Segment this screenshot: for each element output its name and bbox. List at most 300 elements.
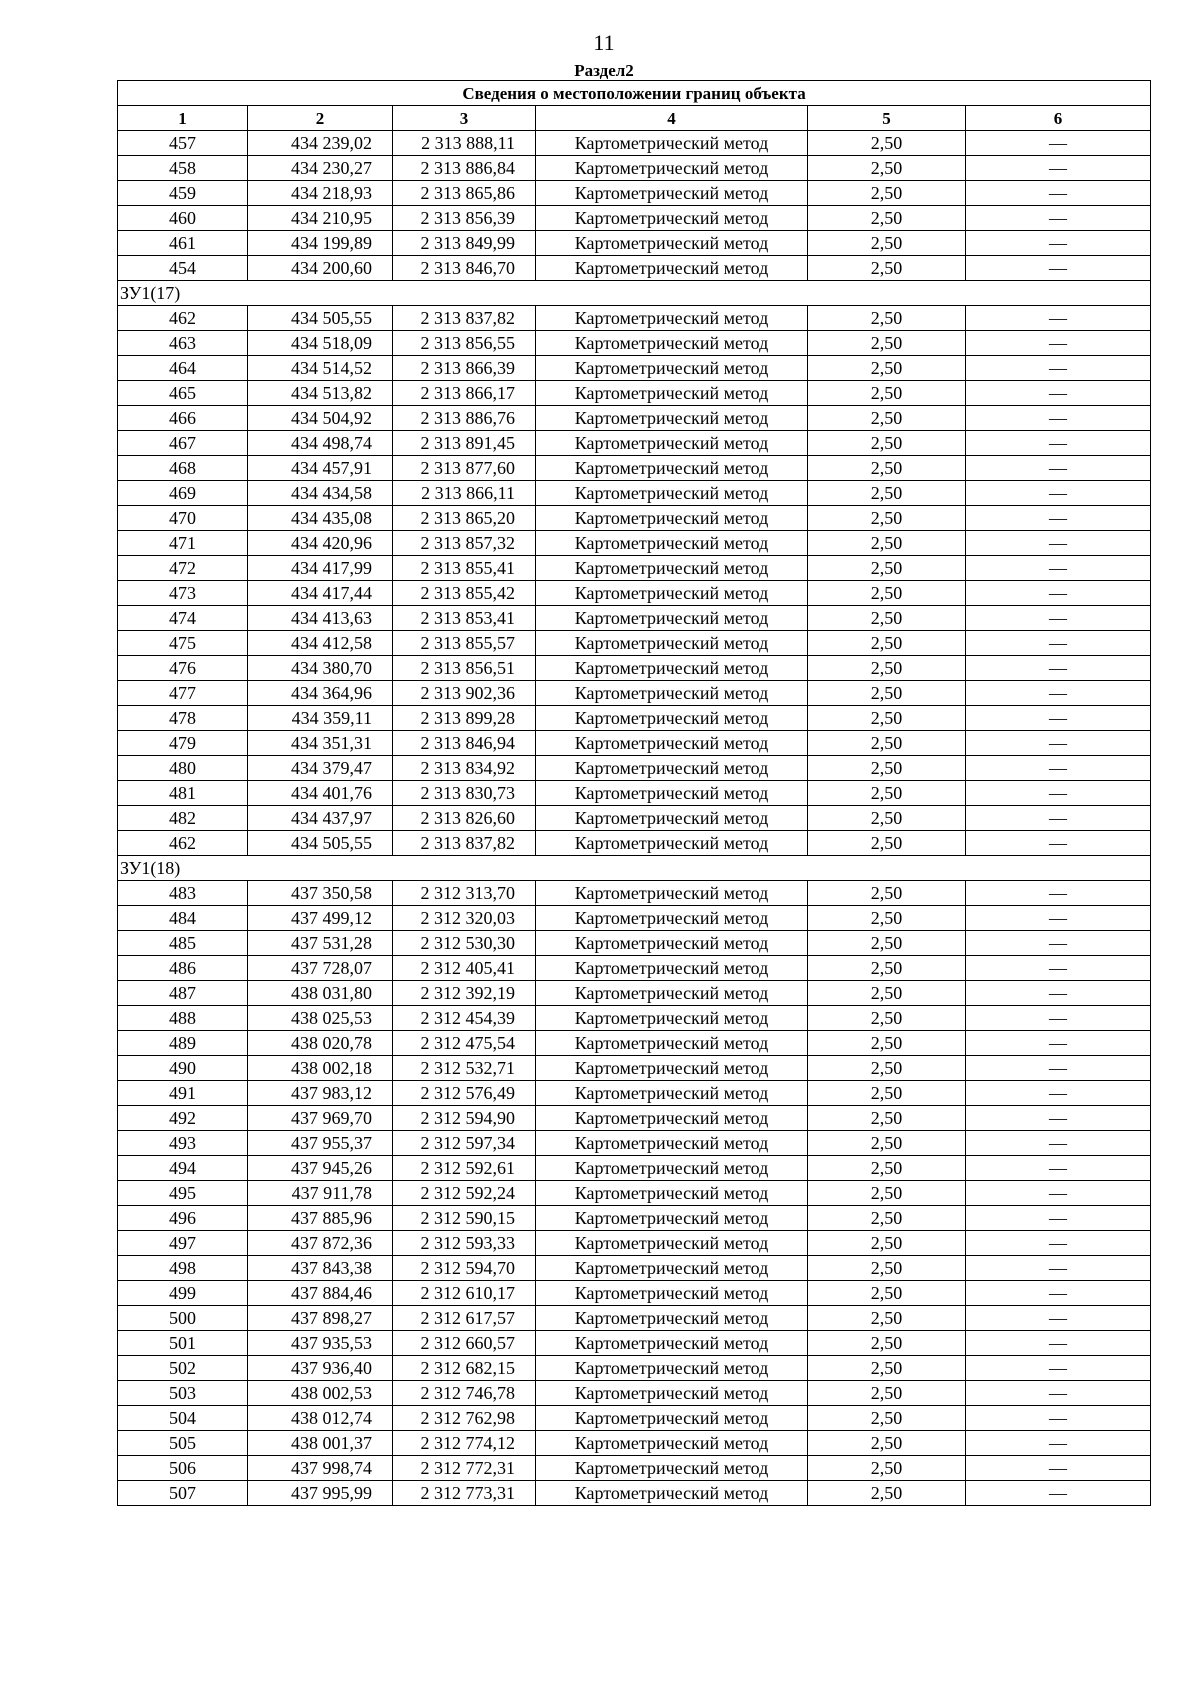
table-row	[118, 1181, 1151, 1206]
coord-y-cell: 2 313 866,17	[393, 381, 536, 406]
description-cell: —	[966, 1156, 1151, 1181]
description-cell: —	[966, 831, 1151, 856]
point-number-cell: 486	[118, 956, 248, 981]
point-number-cell: 479	[118, 731, 248, 756]
coord-y-cell: 2 313 853,41	[393, 606, 536, 631]
point-number-cell: 478	[118, 706, 248, 731]
method-cell: Картометрический метод	[536, 956, 808, 981]
method-cell: Картометрический метод	[536, 631, 808, 656]
description-cell: —	[966, 631, 1151, 656]
method-cell: Картометрический метод	[536, 1481, 808, 1506]
description-cell: —	[966, 1106, 1151, 1131]
group-label: ЗУ1(17)	[118, 281, 1151, 306]
coord-x-cell: 437 898,27	[248, 1306, 393, 1331]
table-row	[118, 1031, 1151, 1056]
table-row	[118, 731, 1151, 756]
coord-y-cell: 2 313 855,41	[393, 556, 536, 581]
method-cell: Картометрический метод	[536, 406, 808, 431]
accuracy-cell: 2,50	[808, 656, 966, 681]
accuracy-cell: 2,50	[808, 781, 966, 806]
method-cell: Картометрический метод	[536, 1081, 808, 1106]
coord-y-cell: 2 313 857,32	[393, 531, 536, 556]
accuracy-cell: 2,50	[808, 831, 966, 856]
method-cell: Картометрический метод	[536, 1306, 808, 1331]
accuracy-cell: 2,50	[808, 456, 966, 481]
accuracy-cell: 2,50	[808, 706, 966, 731]
method-cell: Картометрический метод	[536, 1131, 808, 1156]
point-number-cell: 473	[118, 581, 248, 606]
accuracy-cell: 2,50	[808, 1256, 966, 1281]
method-cell: Картометрический метод	[536, 556, 808, 581]
section-title: Раздел2	[574, 61, 634, 80]
accuracy-cell: 2,50	[808, 131, 966, 156]
description-cell: —	[966, 1381, 1151, 1406]
coord-y-cell: 2 312 475,54	[393, 1031, 536, 1056]
description-cell: —	[966, 1256, 1151, 1281]
description-cell: —	[966, 706, 1151, 731]
accuracy-cell: 2,50	[808, 531, 966, 556]
table-row	[118, 531, 1151, 556]
coord-x-cell: 434 351,31	[248, 731, 393, 756]
accuracy-cell: 2,50	[808, 1406, 966, 1431]
coord-x-cell: 437 872,36	[248, 1231, 393, 1256]
accuracy-cell: 2,50	[808, 181, 966, 206]
table-row	[118, 231, 1151, 256]
accuracy-cell: 2,50	[808, 1381, 966, 1406]
point-number-cell: 461	[118, 231, 248, 256]
table-row	[118, 1456, 1151, 1481]
table-row	[118, 656, 1151, 681]
method-cell: Картометрический метод	[536, 806, 808, 831]
accuracy-cell: 2,50	[808, 1131, 966, 1156]
accuracy-cell: 2,50	[808, 1481, 966, 1506]
method-cell: Картометрический метод	[536, 456, 808, 481]
coord-y-cell: 2 312 746,78	[393, 1381, 536, 1406]
table-row	[118, 156, 1151, 181]
point-number-cell: 471	[118, 531, 248, 556]
coord-y-cell: 2 312 590,15	[393, 1206, 536, 1231]
description-cell: —	[966, 256, 1151, 281]
point-number-cell: 459	[118, 181, 248, 206]
method-cell: Картометрический метод	[536, 706, 808, 731]
table-row	[118, 481, 1151, 506]
method-cell: Картометрический метод	[536, 1031, 808, 1056]
coord-x-cell: 434 434,58	[248, 481, 393, 506]
description-cell: —	[966, 681, 1151, 706]
accuracy-cell: 2,50	[808, 306, 966, 331]
accuracy-cell: 2,50	[808, 1231, 966, 1256]
method-cell: Картометрический метод	[536, 481, 808, 506]
coord-x-cell: 434 413,63	[248, 606, 393, 631]
coord-x-cell: 434 230,27	[248, 156, 393, 181]
column-header-4: 4	[536, 106, 808, 131]
coord-y-cell: 2 312 594,70	[393, 1256, 536, 1281]
accuracy-cell: 2,50	[808, 356, 966, 381]
method-cell: Картометрический метод	[536, 531, 808, 556]
point-number-cell: 477	[118, 681, 248, 706]
method-cell: Картометрический метод	[536, 781, 808, 806]
coord-y-cell: 2 312 405,41	[393, 956, 536, 981]
description-cell: —	[966, 481, 1151, 506]
coord-x-cell: 434 518,09	[248, 331, 393, 356]
description-cell: —	[966, 956, 1151, 981]
coord-x-cell: 437 945,26	[248, 1156, 393, 1181]
accuracy-cell: 2,50	[808, 581, 966, 606]
table-row	[118, 506, 1151, 531]
coord-x-cell: 434 514,52	[248, 356, 393, 381]
page-number: 11	[593, 30, 615, 55]
description-cell: —	[966, 731, 1151, 756]
coord-x-cell: 434 401,76	[248, 781, 393, 806]
point-number-cell: 491	[118, 1081, 248, 1106]
method-cell: Картометрический метод	[536, 156, 808, 181]
description-cell: —	[966, 981, 1151, 1006]
description-cell: —	[966, 1006, 1151, 1031]
point-number-cell: 502	[118, 1356, 248, 1381]
description-cell: —	[966, 881, 1151, 906]
coord-x-cell: 434 505,55	[248, 831, 393, 856]
accuracy-cell: 2,50	[808, 1081, 966, 1106]
coord-y-cell: 2 313 837,82	[393, 831, 536, 856]
table-row	[118, 1156, 1151, 1181]
point-number-cell: 462	[118, 831, 248, 856]
coord-x-cell: 438 025,53	[248, 1006, 393, 1031]
method-cell: Картометрический метод	[536, 881, 808, 906]
table-row	[118, 631, 1151, 656]
method-cell: Картометрический метод	[536, 1181, 808, 1206]
coord-y-cell: 2 313 888,11	[393, 131, 536, 156]
point-number-cell: 463	[118, 331, 248, 356]
description-cell: —	[966, 381, 1151, 406]
coord-y-cell: 2 313 886,76	[393, 406, 536, 431]
coord-x-cell: 438 002,53	[248, 1381, 393, 1406]
accuracy-cell: 2,50	[808, 1181, 966, 1206]
coord-x-cell: 434 364,96	[248, 681, 393, 706]
point-number-cell: 468	[118, 456, 248, 481]
description-cell: —	[966, 1406, 1151, 1431]
method-cell: Картометрический метод	[536, 506, 808, 531]
accuracy-cell: 2,50	[808, 681, 966, 706]
coord-y-cell: 2 313 865,86	[393, 181, 536, 206]
accuracy-cell: 2,50	[808, 606, 966, 631]
table-row	[118, 681, 1151, 706]
method-cell: Картометрический метод	[536, 131, 808, 156]
column-header-row	[118, 106, 1151, 131]
point-number-cell: 498	[118, 1256, 248, 1281]
table-row	[118, 1406, 1151, 1431]
coord-y-cell: 2 312 320,03	[393, 906, 536, 931]
table-row	[118, 831, 1151, 856]
table-row	[118, 756, 1151, 781]
column-header-2: 2	[248, 106, 393, 131]
coord-y-cell: 2 313 830,73	[393, 781, 536, 806]
coord-y-cell: 2 312 682,15	[393, 1356, 536, 1381]
coord-y-cell: 2 312 530,30	[393, 931, 536, 956]
method-cell: Картометрический метод	[536, 331, 808, 356]
accuracy-cell: 2,50	[808, 956, 966, 981]
column-header-3: 3	[393, 106, 536, 131]
coord-x-cell: 438 001,37	[248, 1431, 393, 1456]
point-number-cell: 483	[118, 881, 248, 906]
coord-y-cell: 2 312 313,70	[393, 881, 536, 906]
coord-y-cell: 2 313 899,28	[393, 706, 536, 731]
description-cell: —	[966, 1306, 1151, 1331]
table-row	[118, 356, 1151, 381]
accuracy-cell: 2,50	[808, 931, 966, 956]
group-row	[118, 281, 1151, 306]
point-number-cell: 464	[118, 356, 248, 381]
description-cell: —	[966, 1031, 1151, 1056]
method-cell: Картометрический метод	[536, 431, 808, 456]
point-number-cell: 474	[118, 606, 248, 631]
point-number-cell: 487	[118, 981, 248, 1006]
method-cell: Картометрический метод	[536, 381, 808, 406]
description-cell: —	[966, 231, 1151, 256]
table-row	[118, 131, 1151, 156]
point-number-cell: 496	[118, 1206, 248, 1231]
table-row	[118, 306, 1151, 331]
accuracy-cell: 2,50	[808, 331, 966, 356]
point-number-cell: 480	[118, 756, 248, 781]
point-number-cell: 458	[118, 156, 248, 181]
coord-x-cell: 437 499,12	[248, 906, 393, 931]
method-cell: Картометрический метод	[536, 1406, 808, 1431]
description-cell: —	[966, 156, 1151, 181]
coord-y-cell: 2 313 891,45	[393, 431, 536, 456]
coord-y-cell: 2 312 610,17	[393, 1281, 536, 1306]
accuracy-cell: 2,50	[808, 981, 966, 1006]
coord-x-cell: 434 417,44	[248, 581, 393, 606]
coord-y-cell: 2 313 856,39	[393, 206, 536, 231]
accuracy-cell: 2,50	[808, 481, 966, 506]
description-cell: —	[966, 806, 1151, 831]
point-number-cell: 499	[118, 1281, 248, 1306]
description-cell: —	[966, 131, 1151, 156]
accuracy-cell: 2,50	[808, 406, 966, 431]
description-cell: —	[966, 1206, 1151, 1231]
coord-y-cell: 2 313 866,39	[393, 356, 536, 381]
point-number-cell: 490	[118, 1056, 248, 1081]
point-number-cell: 492	[118, 1106, 248, 1131]
column-header-5: 5	[808, 106, 966, 131]
coord-x-cell: 434 380,70	[248, 656, 393, 681]
accuracy-cell: 2,50	[808, 1356, 966, 1381]
description-cell: —	[966, 431, 1151, 456]
accuracy-cell: 2,50	[808, 1156, 966, 1181]
coord-x-cell: 438 002,18	[248, 1056, 393, 1081]
coord-y-cell: 2 312 617,57	[393, 1306, 536, 1331]
description-cell: —	[966, 1331, 1151, 1356]
group-label: ЗУ1(18)	[118, 856, 1151, 881]
table-row	[118, 1206, 1151, 1231]
coord-y-cell: 2 312 392,19	[393, 981, 536, 1006]
coord-y-cell: 2 313 846,94	[393, 731, 536, 756]
table-row	[118, 1356, 1151, 1381]
method-cell: Картометрический метод	[536, 1056, 808, 1081]
table-row	[118, 956, 1151, 981]
description-cell: —	[966, 606, 1151, 631]
coord-x-cell: 437 531,28	[248, 931, 393, 956]
coord-x-cell: 434 379,47	[248, 756, 393, 781]
coord-x-cell: 437 936,40	[248, 1356, 393, 1381]
coord-x-cell: 437 983,12	[248, 1081, 393, 1106]
description-cell: —	[966, 1131, 1151, 1156]
method-cell: Картометрический метод	[536, 1156, 808, 1181]
table-row	[118, 406, 1151, 431]
description-cell: —	[966, 456, 1151, 481]
table-row	[118, 1431, 1151, 1456]
coord-x-cell: 437 955,37	[248, 1131, 393, 1156]
table-row	[118, 1006, 1151, 1031]
table-row	[118, 1256, 1151, 1281]
coord-y-cell: 2 313 855,42	[393, 581, 536, 606]
accuracy-cell: 2,50	[808, 431, 966, 456]
description-cell: —	[966, 581, 1151, 606]
description-cell: —	[966, 1431, 1151, 1456]
accuracy-cell: 2,50	[808, 1431, 966, 1456]
point-number-cell: 470	[118, 506, 248, 531]
coord-x-cell: 434 239,02	[248, 131, 393, 156]
coord-y-cell: 2 312 773,31	[393, 1481, 536, 1506]
coord-y-cell: 2 313 849,99	[393, 231, 536, 256]
coord-x-cell: 434 200,60	[248, 256, 393, 281]
coord-x-cell: 434 504,92	[248, 406, 393, 431]
coord-y-cell: 2 312 593,33	[393, 1231, 536, 1256]
coord-x-cell: 434 218,93	[248, 181, 393, 206]
table-row	[118, 931, 1151, 956]
method-cell: Картометрический метод	[536, 1381, 808, 1406]
coord-x-cell: 434 210,95	[248, 206, 393, 231]
accuracy-cell: 2,50	[808, 1331, 966, 1356]
table-row	[118, 906, 1151, 931]
accuracy-cell: 2,50	[808, 206, 966, 231]
coord-x-cell: 434 505,55	[248, 306, 393, 331]
point-number-cell: 494	[118, 1156, 248, 1181]
table-row	[118, 1481, 1151, 1506]
coord-y-cell: 2 312 592,61	[393, 1156, 536, 1181]
point-number-cell: 505	[118, 1431, 248, 1456]
description-cell: —	[966, 1356, 1151, 1381]
point-number-cell: 465	[118, 381, 248, 406]
coord-y-cell: 2 312 597,34	[393, 1131, 536, 1156]
coord-x-cell: 437 911,78	[248, 1181, 393, 1206]
point-number-cell: 497	[118, 1231, 248, 1256]
column-header-6: 6	[966, 106, 1151, 131]
description-cell: —	[966, 1081, 1151, 1106]
table-row	[118, 881, 1151, 906]
point-number-cell: 469	[118, 481, 248, 506]
group-row	[118, 856, 1151, 881]
accuracy-cell: 2,50	[808, 1456, 966, 1481]
method-cell: Картометрический метод	[536, 981, 808, 1006]
coord-x-cell: 437 998,74	[248, 1456, 393, 1481]
coord-x-cell: 438 020,78	[248, 1031, 393, 1056]
point-number-cell: 482	[118, 806, 248, 831]
method-cell: Картометрический метод	[536, 681, 808, 706]
coord-y-cell: 2 313 877,60	[393, 456, 536, 481]
point-number-cell: 485	[118, 931, 248, 956]
table-row	[118, 1381, 1151, 1406]
method-cell: Картометрический метод	[536, 1331, 808, 1356]
method-cell: Картометрический метод	[536, 1356, 808, 1381]
description-cell: —	[966, 556, 1151, 581]
coord-x-cell: 437 350,58	[248, 881, 393, 906]
method-cell: Картометрический метод	[536, 1256, 808, 1281]
description-cell: —	[966, 356, 1151, 381]
point-number-cell: 489	[118, 1031, 248, 1056]
coord-x-cell: 437 843,38	[248, 1256, 393, 1281]
point-number-cell: 466	[118, 406, 248, 431]
accuracy-cell: 2,50	[808, 1206, 966, 1231]
method-cell: Картометрический метод	[536, 231, 808, 256]
description-cell: —	[966, 906, 1151, 931]
coord-y-cell: 2 312 772,31	[393, 1456, 536, 1481]
description-cell: —	[966, 306, 1151, 331]
table-row	[118, 1056, 1151, 1081]
table-row	[118, 781, 1151, 806]
point-number-cell: 476	[118, 656, 248, 681]
point-number-cell: 467	[118, 431, 248, 456]
coord-x-cell: 437 935,53	[248, 1331, 393, 1356]
coord-y-cell: 2 313 856,55	[393, 331, 536, 356]
method-cell: Картометрический метод	[536, 1456, 808, 1481]
table-body	[118, 131, 1151, 1506]
description-cell: —	[966, 181, 1151, 206]
method-cell: Картометрический метод	[536, 306, 808, 331]
coord-y-cell: 2 313 856,51	[393, 656, 536, 681]
description-cell: —	[966, 1056, 1151, 1081]
coord-y-cell: 2 313 846,70	[393, 256, 536, 281]
coord-y-cell: 2 313 902,36	[393, 681, 536, 706]
point-number-cell: 503	[118, 1381, 248, 1406]
accuracy-cell: 2,50	[808, 806, 966, 831]
coord-x-cell: 434 513,82	[248, 381, 393, 406]
accuracy-cell: 2,50	[808, 256, 966, 281]
method-cell: Картометрический метод	[536, 1281, 808, 1306]
coord-x-cell: 437 995,99	[248, 1481, 393, 1506]
point-number-cell: 501	[118, 1331, 248, 1356]
column-header-1: 1	[118, 106, 248, 131]
point-number-cell: 506	[118, 1456, 248, 1481]
point-number-cell: 457	[118, 131, 248, 156]
accuracy-cell: 2,50	[808, 906, 966, 931]
coord-x-cell: 437 728,07	[248, 956, 393, 981]
point-number-cell: 484	[118, 906, 248, 931]
description-cell: —	[966, 931, 1151, 956]
coord-x-cell: 438 031,80	[248, 981, 393, 1006]
point-number-cell: 493	[118, 1131, 248, 1156]
table-row	[118, 981, 1151, 1006]
point-number-cell: 495	[118, 1181, 248, 1206]
coord-y-cell: 2 313 834,92	[393, 756, 536, 781]
method-cell: Картометрический метод	[536, 256, 808, 281]
point-number-cell: 507	[118, 1481, 248, 1506]
table-row	[118, 431, 1151, 456]
coord-x-cell: 438 012,74	[248, 1406, 393, 1431]
coord-x-cell: 434 437,97	[248, 806, 393, 831]
point-number-cell: 460	[118, 206, 248, 231]
accuracy-cell: 2,50	[808, 381, 966, 406]
accuracy-cell: 2,50	[808, 1031, 966, 1056]
description-cell: —	[966, 206, 1151, 231]
table-row	[118, 1306, 1151, 1331]
table-row	[118, 331, 1151, 356]
table-title-row	[118, 81, 1151, 106]
coord-x-cell: 434 417,99	[248, 556, 393, 581]
table-row	[118, 456, 1151, 481]
coord-y-cell: 2 312 660,57	[393, 1331, 536, 1356]
table-row	[118, 556, 1151, 581]
